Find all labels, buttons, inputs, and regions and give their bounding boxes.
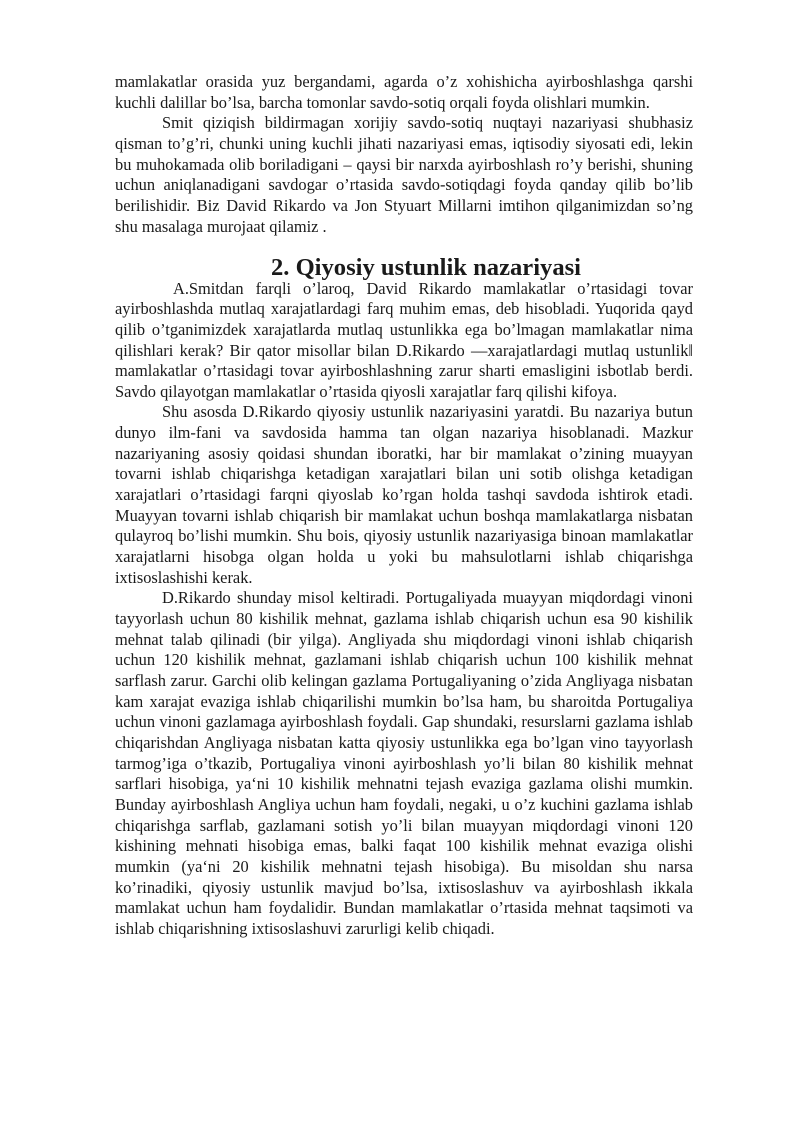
paragraph-theory: Shu asosda D.Rikardo qiyosiy ustunlik nazariyasini yaratdi. Bu nazariya butun dunyo ilm-fani va savdosida hamma tan olgan nazariya hisoblanadi. Mazkur nazariyaning asosiy qoidasi shundan iboratki, har bir mamlakat o’zining muayyan tovarni ishlab chiqarishga ketadigan xarajatlari bilan uni sotib olishga ketadigan xarajatlari o’rtasidagi farqni qiyoslab ko’rgan holda tashqi savdoda ishtirok etadi. Muayyan tovarni ishlab chiqarish bir mamlakat uchun boshqa mamlakatlarga nisbatan qulayroq bo’lishi mumkin. Shu bois, qiyosiy ustunlik nazariyasiga binoan mamlakatlar xarajatlarni hisobga olgan holda u yoki bu mahsulotlarni ishlab chiqarishga ixtisoslashishi kerak. (115, 402, 693, 587)
document-page (115, 72, 693, 940)
paragraph-smit: Smit qiziqish bildirmagan xorijiy savdo-sotiq nuqtayi nazariyasi shubhasiz qisman to’g’ri, chunki uning kuchli jihati nazariyasi emas, iqtisodiy siyosati edi, lekin bu muhokamada olib boriladigani – qaysi bir narxda ayirboshlash ro’y berishi, shuning uchun aniqlanadigani savdogar o’rtasida savdo-sotiqdagi foyda qanday qilib bo’lib berilishidir. Biz David Rikardo va Jon Styuart Millarni imtihon qilganimizdan so’ng shu masalaga murojaat qilamiz . (115, 113, 693, 236)
section-heading: 2. Qiyosiy ustunlik nazariyasi (270, 253, 582, 281)
paragraph-continuation: mamlakatlar orasida yuz bergandami, agarda o’z xohishicha ayirboshlashga qarshi kuchli dalillar bo’lsa, barcha tomonlar savdo-sotiq orqali foyda olishlari mumkin. (115, 72, 693, 112)
paragraph-rikardo-intro: A.Smitdan farqli o’laroq, David Rikardo mamlakatlar o’rtasidagi tovar ayirboshlashda mutlaq xarajatlardagi farq muhim emas, deb hisobladi. Yuqorida qayd qilib o’tganimizdek xarajatlarda mutlaq ustunlikka ega bo’lmagan mamlakatlar nima qilishlari kerak? Bir qator misollar bilan D.Rikardo ―xarajatlardagi mutlaq ustunlik‖ mamlakatlar o’rtasidagi tovar ayirboshlashning zarur sharti emasligini isbotlab berdi. Savdo qilayotgan mamlakatlar o’rtasida qiyosli xarajatlar farq qilishi kifoya. (115, 278, 693, 401)
paragraph-example: D.Rikardo shunday misol keltiradi. Portugaliyada muayyan miqdordagi vinoni tayyorlash uchun 80 kishilik mehnat, gazlama ishlab chiqarish uchun esa 90 kishilik mehnat talab qilinadi (bir yilga). Angliyada shu miqdordagi vinoni ishlab chiqarish uchun 120 kishilik mehnat, gazlamani ishlab chiqarish uchun 100 kishilik mehnat sarflash zarur. Garchi olib kelingan gazlama Portugaliyaning o’zida Angliyaga nisbatan kam xarajat evaziga ishlab chiqarilishi mumkin bo’lsa ham, bu sharoitda Portugaliya uchun vinoni gazlamaga ayirboshlash foydali. Gap shundaki, resurslarni gazlama ishlab chiqarishdan Angliyaga nisbatan katta qiyosiy ustunlikka ega bo’lgan vino tayyorlash tarmog’iga o’tkazib, Portugaliya vinoni ayirboshlash yo’li bilan 80 kishilik mehnat sarflari hisobiga, ya‘ni 10 kishilik mehnatni tejash evaziga gazlama olishi mumkin. Bunday ayirboshlash Angliya uchun ham foydali, negaki, u o’z kuchini gazlama ishlab chiqarishga sarflab, gazlamani sotish yo’li bilan muayyan miqdordagi vinoni 120 kishining mehnati hisobiga emas, balki faqat 100 kishilik mehnat evaziga olishi mumkin (ya‘ni 20 kishilik mehnatni tejash hisobiga). Bu misoldan shu narsa ko’rinadiki, qiyosiy ustunlik mavjud bo’lsa, ixtisoslashuv va ayirboshlash ikkala mamlakat uchun ham foydalidir. Bundan mamlakatlar o’rtasida mehnat taqsimoti va ishlab chiqarishning ixtisoslashuvi zarurligi kelib chiqadi. (115, 588, 693, 938)
